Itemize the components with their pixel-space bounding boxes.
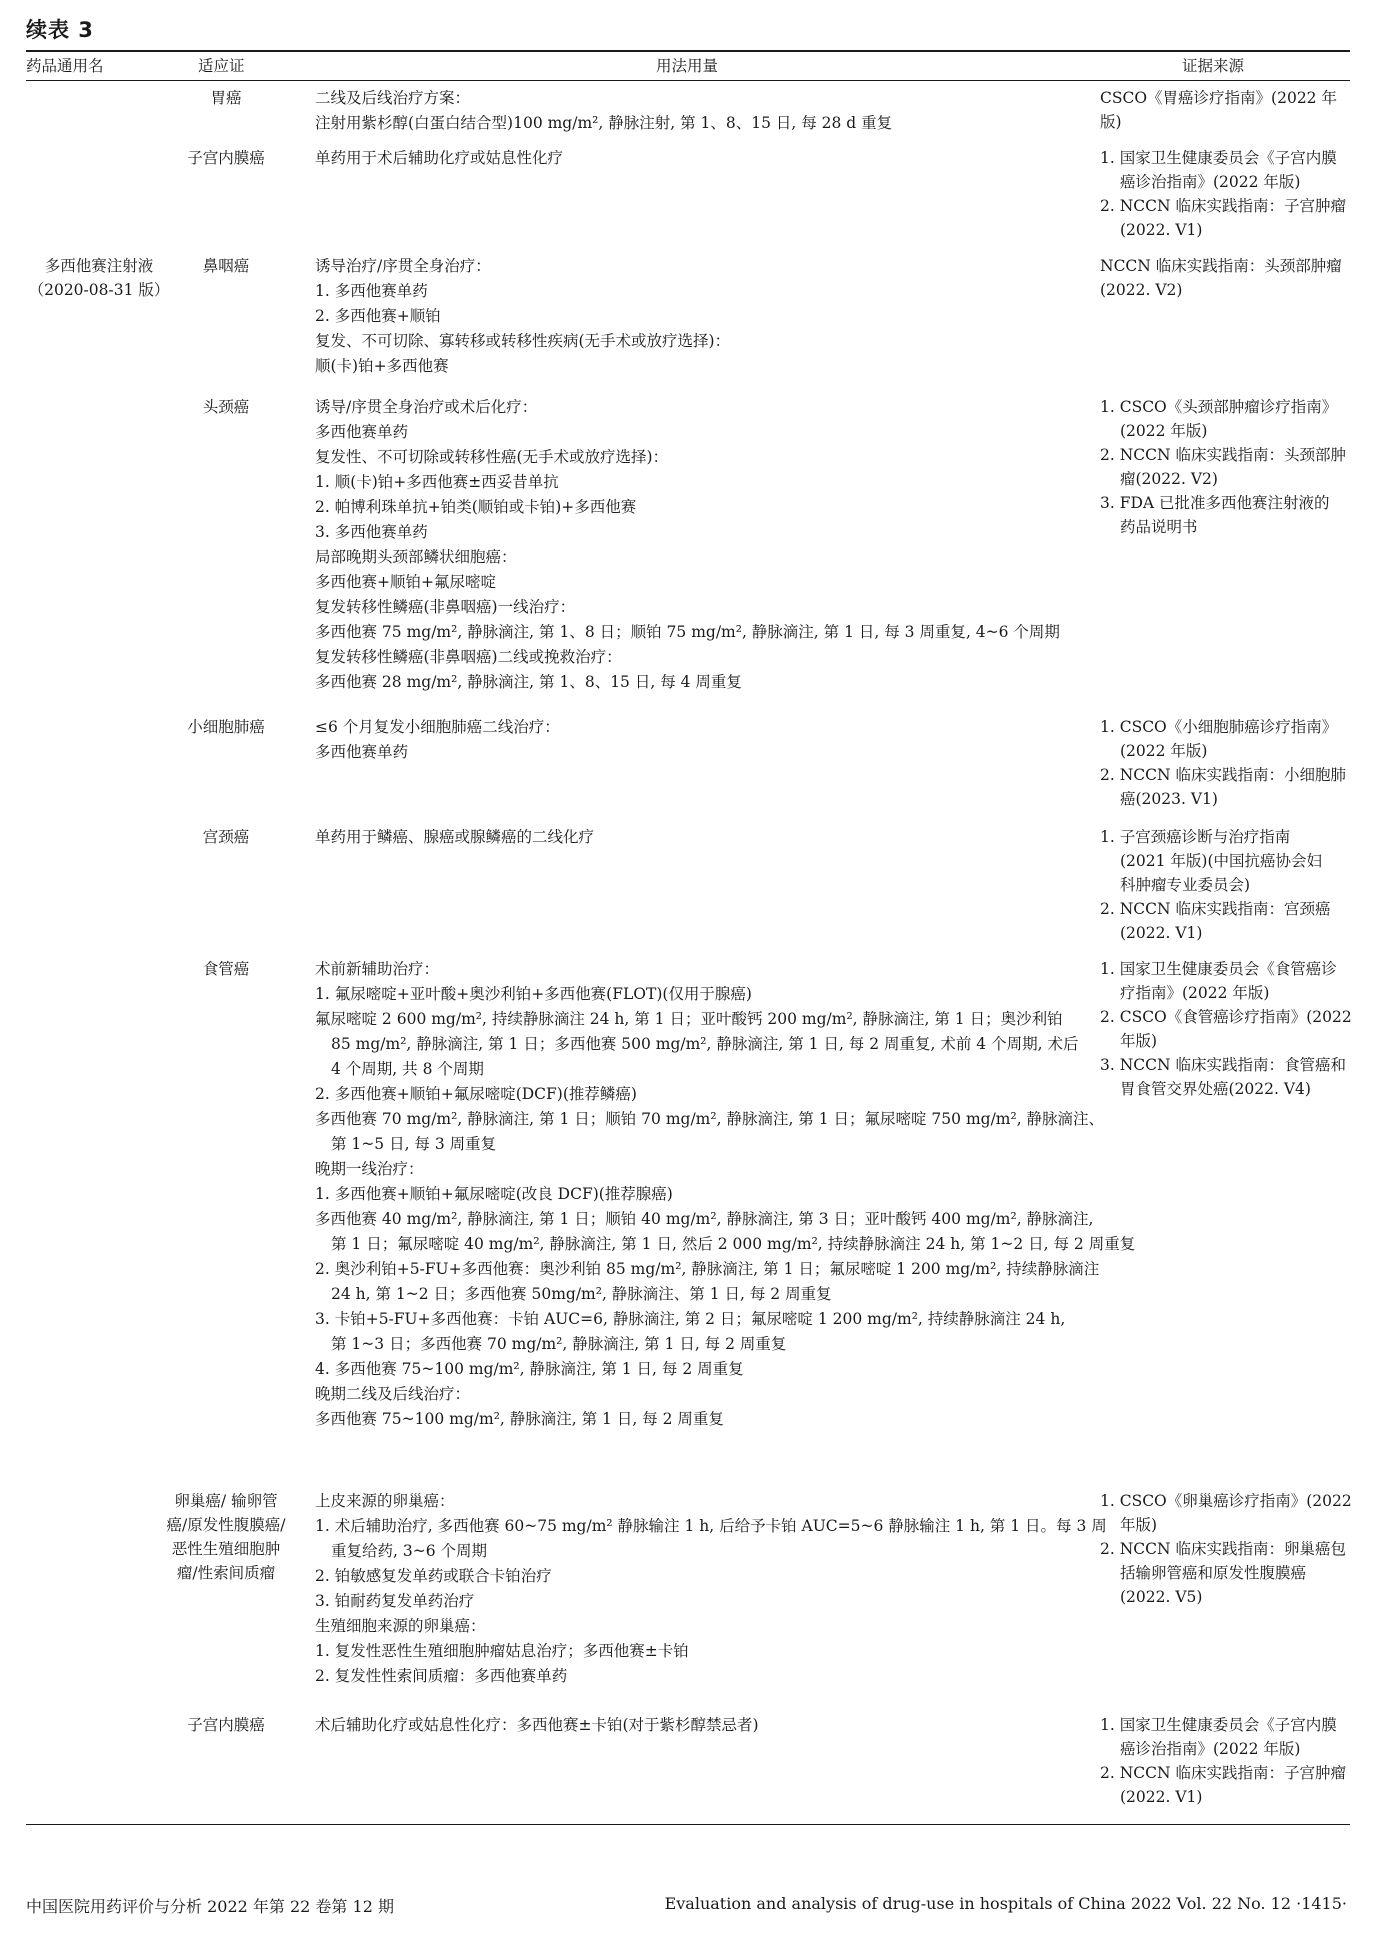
indication-text: 卵巢癌/ 输卵管 [174, 1492, 278, 1510]
indication-text: 子宫内膜癌 [187, 149, 265, 167]
evidence-cell [1100, 395, 1350, 539]
evidence-line: 1. 国家卫生健康委员会《子宫内膜 [1100, 149, 1337, 167]
usage-line: 多西他赛单药 [315, 423, 409, 441]
evidence-line: (2022. V1) [1120, 924, 1203, 942]
footer-journal-cn: 中国医院用药评价与分析 2022 年第 22 卷第 12 期 [26, 1897, 394, 1916]
evidence-cell [1100, 254, 1350, 302]
evidence-line: 年版) [1120, 1516, 1158, 1534]
usage-line: 单药用于鳞癌、腺癌或腺鳞癌的二线化疗 [315, 828, 595, 846]
indication-cell [150, 1489, 302, 1585]
usage-cell [315, 1489, 1107, 1689]
evidence-line: 药品说明书 [1120, 518, 1198, 536]
table-top-rule [26, 50, 1350, 52]
evidence-line: NCCN 临床实践指南：头颈部肿瘤 [1100, 257, 1342, 275]
drug-name: 多西他赛注射液 [44, 257, 154, 275]
usage-line: 多西他赛 40 mg/m², 静脉滴注, 第 1 日；顺铂 40 mg/m², 静脉滴注, 第 3 日；亚叶酸钙 400 mg/m², 静脉滴注, [315, 1210, 1094, 1228]
indication-cell [150, 146, 302, 170]
evidence-line: 疗指南》(2022 年版) [1120, 984, 1270, 1002]
usage-line: 复发性、不可切除或转移性癌(无手术或放疗选择)： [315, 448, 669, 466]
header-drug: 药品通用名 [26, 57, 104, 75]
evidence-line: (2021 年版)(中国抗癌协会妇 [1120, 852, 1323, 870]
usage-line: 生殖细胞来源的卵巢癌： [315, 1617, 486, 1635]
usage-line: 3. 多西他赛单药 [315, 523, 428, 541]
usage-cell [315, 957, 1136, 1432]
usage-line: 氟尿嘧啶 2 600 mg/m², 持续静脉滴注 24 h, 第 1 日；亚叶酸钙 200 mg/m², 静脉滴注, 第 1 日；奥沙利铂 [315, 1010, 1063, 1028]
evidence-line: (2022. V2) [1100, 281, 1183, 299]
indication-text: 恶性生殖细胞肿 [171, 1540, 281, 1558]
indication-text: 胃癌 [210, 89, 242, 107]
usage-cell [315, 715, 1095, 765]
evidence-cell [1100, 146, 1350, 242]
evidence-cell [1100, 957, 1350, 1101]
usage-line: ≤6 个月复发小细胞肺癌二线治疗： [315, 718, 560, 736]
usage-line: 多西他赛 75 mg/m², 静脉滴注, 第 1、8 日；顺铂 75 mg/m², 静脉滴注, 第 1 日, 每 3 周重复, 4~6 个周期 [315, 623, 1060, 641]
evidence-line: 2. NCCN 临床实践指南：卵巢癌包 [1100, 1540, 1346, 1558]
usage-line: 复发转移性鳞癌(非鼻咽癌)一线治疗： [315, 598, 576, 616]
usage-line: 术前新辅助治疗： [315, 960, 440, 978]
indication-cell [150, 1713, 302, 1737]
evidence-line: 1. CSCO《小细胞肺癌诊疗指南》 [1100, 718, 1338, 736]
indication-text: 宫颈癌 [202, 828, 250, 846]
indication-cell [150, 957, 302, 981]
usage-line: 2. 奥沙利铂+5-FU+多西他赛：奥沙利铂 85 mg/m², 静脉滴注, 第 1 日；氟尿嘧啶 1 200 mg/m², 持续静脉滴注 [315, 1260, 1100, 1278]
evidence-line: CSCO《胃癌诊疗指南》(2022 年 [1100, 89, 1337, 107]
evidence-cell [1100, 1489, 1350, 1609]
indication-text: 子宫内膜癌 [187, 1716, 265, 1734]
header-evidence: 证据来源 [1182, 57, 1245, 75]
evidence-line: 1. 国家卫生健康委员会《子宫内膜 [1100, 1716, 1337, 1734]
usage-cell [315, 825, 1095, 850]
usage-line: 上皮来源的卵巢癌： [315, 1492, 455, 1510]
indication-cell [150, 254, 302, 278]
evidence-cell [1100, 1713, 1350, 1809]
usage-line: 重复给药, 3~6 个周期 [331, 1542, 487, 1560]
evidence-line: 胃食管交界处癌(2022. V4) [1120, 1080, 1311, 1098]
usage-line: 复发转移性鳞癌(非鼻咽癌)二线或挽救治疗： [315, 648, 622, 666]
evidence-line: 括输卵管癌和原发性腹膜癌 [1120, 1564, 1307, 1582]
evidence-line: 版) [1100, 113, 1122, 131]
usage-line: 局部晚期头颈部鳞状细胞癌： [315, 548, 517, 566]
evidence-cell [1100, 86, 1350, 134]
usage-line: 多西他赛+顺铂+氟尿嘧啶 [315, 573, 496, 591]
usage-line: 3. 卡铂+5-FU+多西他赛：卡铂 AUC=6, 静脉滴注, 第 2 日；氟尿嘧啶 1 200 mg/m², 持续静脉滴注 24 h, [315, 1310, 1066, 1328]
evidence-line: (2022 年版) [1120, 742, 1208, 760]
evidence-line: 癌诊治指南》(2022 年版) [1120, 1740, 1301, 1758]
usage-line: 单药用于术后辅助化疗或姑息性化疗 [315, 149, 564, 167]
indication-text: 瘤/性索间质瘤 [176, 1564, 276, 1582]
usage-line: 顺(卡)铂+多西他赛 [315, 357, 449, 375]
header-usage: 用法用量 [656, 57, 719, 75]
usage-cell [315, 86, 1095, 136]
evidence-line: 1. CSCO《头颈部肿瘤诊疗指南》 [1100, 398, 1338, 416]
usage-line: 晚期二线及后线治疗： [315, 1385, 471, 1403]
evidence-cell [1100, 825, 1350, 945]
usage-line: 二线及后线治疗方案： [315, 89, 471, 107]
indication-text: 食管癌 [202, 960, 250, 978]
usage-line: 24 h, 第 1~2 日；多西他赛 50mg/m², 静脉滴注、第 1 日, 每 2 周重复 [331, 1285, 832, 1303]
usage-line: 诱导/序贯全身治疗或术后化疗： [315, 398, 538, 416]
usage-line: 1. 顺(卡)铂+多西他赛±西妥昔单抗 [315, 473, 559, 491]
indication-cell [150, 86, 302, 110]
usage-cell [315, 1713, 1095, 1738]
usage-line: 3. 铂耐药复发单药治疗 [315, 1592, 475, 1610]
evidence-line: 瘤(2022. V2) [1120, 470, 1218, 488]
usage-line: 4 个周期, 共 8 个周期 [331, 1060, 484, 1078]
evidence-line: 2. NCCN 临床实践指南：子宫肿瘤 [1100, 1764, 1346, 1782]
usage-line: 第 1 日；氟尿嘧啶 40 mg/m², 静脉滴注, 第 1 日, 然后 2 000 mg/m², 持续静脉滴注 24 h, 第 1~2 日, 每 2 周重复 [331, 1235, 1136, 1253]
indication-cell [150, 825, 302, 849]
header-rule [26, 80, 1350, 81]
evidence-line: 2. NCCN 临床实践指南：宫颈癌 [1100, 900, 1331, 918]
table-continuation-title: 续表 3 [26, 18, 94, 42]
usage-line: 注射用紫杉醇(白蛋白结合型)100 mg/m², 静脉注射, 第 1、8、15 日, 每 28 d 重复 [315, 114, 893, 132]
usage-line: 1. 复发性恶性生殖细胞肿瘤姑息治疗；多西他赛±卡铂 [315, 1642, 689, 1660]
footer-journal-en: Evaluation and analysis of drug-use in hospitals of China 2022 Vol. 22 No. 12 ·1415· [664, 1894, 1347, 1913]
usage-cell [315, 395, 1095, 695]
evidence-line: 2. NCCN 临床实践指南：子宫肿瘤 [1100, 197, 1346, 215]
usage-line: 第 1~5 日, 每 3 周重复 [331, 1135, 497, 1153]
usage-line: 1. 多西他赛+顺铂+氟尿嘧啶(改良 DCF)(推荐腺癌) [315, 1185, 673, 1203]
indication-text: 鼻咽癌 [202, 257, 250, 275]
evidence-line: 2. CSCO《食管癌诊疗指南》(2022 [1100, 1008, 1352, 1026]
usage-line: 2. 复发性性索间质瘤：多西他赛单药 [315, 1667, 568, 1685]
indication-cell [150, 395, 302, 419]
usage-line: 诱导治疗/序贯全身治疗： [315, 257, 491, 275]
evidence-line: 癌诊治指南》(2022 年版) [1120, 173, 1301, 191]
evidence-line: (2022 年版) [1120, 422, 1208, 440]
drug-version-date: （2020-08-31 版） [28, 281, 170, 299]
evidence-cell [1100, 715, 1350, 811]
evidence-line: 1. CSCO《卵巢癌诊疗指南》(2022 [1100, 1492, 1352, 1510]
evidence-line: 科肿瘤专业委员会) [1120, 876, 1251, 894]
usage-line: 2. 多西他赛+顺铂+氟尿嘧啶(DCF)(推荐鳞癌) [315, 1085, 637, 1103]
header-indication: 适应证 [198, 57, 245, 75]
usage-line: 晚期一线治疗： [315, 1160, 424, 1178]
usage-line: 多西他赛 28 mg/m², 静脉滴注, 第 1、8、15 日, 每 4 周重复 [315, 673, 742, 691]
usage-line: 1. 多西他赛单药 [315, 282, 428, 300]
indication-text: 头颈癌 [202, 398, 250, 416]
evidence-line: 2. NCCN 临床实践指南：小细胞肺 [1100, 766, 1346, 784]
evidence-line: 2. NCCN 临床实践指南：头颈部肿 [1100, 446, 1346, 464]
indication-text: 癌/原发性腹膜癌/ [166, 1516, 286, 1534]
evidence-line: (2022. V1) [1120, 1788, 1203, 1806]
table-bottom-rule [26, 1824, 1350, 1825]
evidence-line: 3. NCCN 临床实践指南：食管癌和 [1100, 1056, 1346, 1074]
usage-line: 85 mg/m², 静脉滴注, 第 1 日；多西他赛 500 mg/m², 静脉滴注, 第 1 日, 每 2 周重复, 术前 4 个周期, 术后 [331, 1035, 1079, 1053]
usage-line: 多西他赛 75~100 mg/m², 静脉滴注, 第 1 日, 每 2 周重复 [315, 1410, 724, 1428]
evidence-line: 年版) [1120, 1032, 1158, 1050]
usage-line: 多西他赛单药 [315, 743, 409, 761]
evidence-line: 3. FDA 已批准多西他赛注射液的 [1100, 494, 1330, 512]
evidence-line: 1. 国家卫生健康委员会《食管癌诊 [1100, 960, 1337, 978]
usage-line: 复发、不可切除、寡转移或转移性疾病(无手术或放疗选择)： [315, 332, 731, 350]
usage-line: 4. 多西他赛 75~100 mg/m², 静脉滴注, 第 1 日, 每 2 周重复 [315, 1360, 744, 1378]
usage-line: 2. 多西他赛+顺铂 [315, 307, 441, 325]
usage-line: 1. 术后辅助治疗, 多西他赛 60~75 mg/m² 静脉输注 1 h, 后给予卡铂 AUC=5~6 静脉输注 1 h, 第 1 日。每 3 周 [315, 1517, 1107, 1535]
indication-cell [150, 715, 302, 739]
usage-line: 术后辅助化疗或姑息性化疗：多西他赛±卡铂(对于紫杉醇禁忌者) [315, 1716, 759, 1734]
usage-line: 2. 铂敏感复发单药或联合卡铂治疗 [315, 1567, 552, 1585]
usage-cell [315, 254, 1095, 379]
usage-line: 1. 氟尿嘧啶+亚叶酸+奥沙利铂+多西他赛(FLOT)(仅用于腺癌) [315, 985, 752, 1003]
usage-cell [315, 146, 1095, 171]
evidence-line: 1. 子宫颈癌诊断与治疗指南 [1100, 828, 1291, 846]
usage-line: 多西他赛 70 mg/m², 静脉滴注, 第 1 日；顺铂 70 mg/m², 静脉滴注, 第 1 日；氟尿嘧啶 750 mg/m², 静脉滴注、 [315, 1110, 1105, 1128]
evidence-line: (2022. V5) [1120, 1588, 1203, 1606]
usage-line: 2. 帕博利珠单抗+铂类(顺铂或卡铂)+多西他赛 [315, 498, 637, 516]
evidence-line: (2022. V1) [1120, 221, 1203, 239]
usage-line: 第 1~3 日；多西他赛 70 mg/m², 静脉滴注, 第 1 日, 每 2 周重复 [331, 1335, 787, 1353]
evidence-line: 癌(2023. V1) [1120, 790, 1218, 808]
indication-text: 小细胞肺癌 [187, 718, 265, 736]
